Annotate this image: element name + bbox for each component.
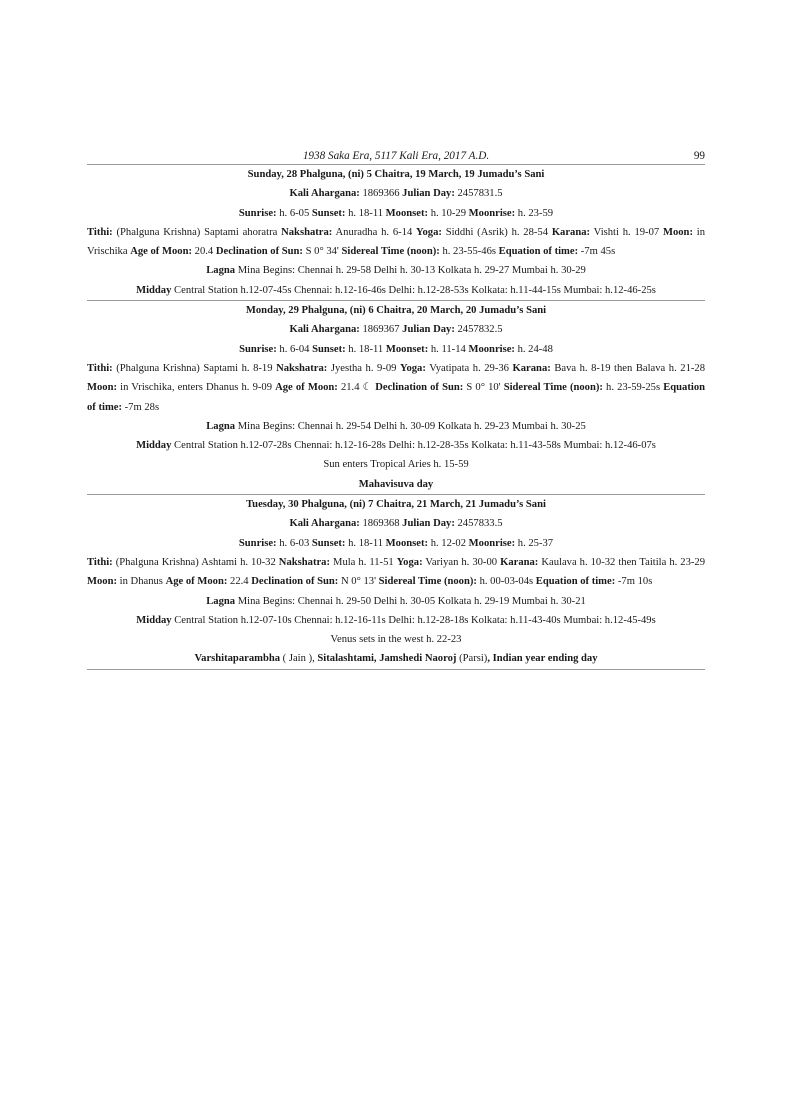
event-note: Sun enters Tropical Aries h. 15-59 xyxy=(323,459,469,471)
midday-line: Midday Central Station h.12-07-10s Chennai: h.12-16-11s Delhi: h.12-28-18s Kolkata: h.11-43-40s Mumbai: h.12-45-49s xyxy=(136,614,656,626)
page-number: 99 xyxy=(693,150,705,162)
almanac-page xyxy=(87,148,705,670)
day-title: Monday, 29 Phalguna, (ni) 6 Chaitra, 20 March, 20 Jumadu’s Sani xyxy=(245,305,547,317)
day-entry-tuesday xyxy=(87,495,705,669)
kali-julian-line: Kali Ahargana: 1869367 Julian Day: 2457832.5 xyxy=(289,324,503,336)
day-divider xyxy=(87,669,705,670)
midday-line: Midday Central Station h.12-07-28s Chennai: h.12-16-28s Delhi: h.12-28-35s Kolkata: h.11-43-58s Mumbai: h.12-46-07s xyxy=(136,440,656,452)
festival-note: Mahavisuva day xyxy=(358,478,434,490)
sun-moon-times: Sunrise: h. 6-05 Sunset: h. 18-11 Moonset: h. 10-29 Moonrise: h. 23-59 xyxy=(238,207,554,219)
lagna-line: Lagna Mina Begins: Chennai h. 29-58 Delhi h. 30-13 Kolkata h. 29-27 Mumbai h. 30-29 xyxy=(206,265,586,277)
event-note: Venus sets in the west h. 22-23 xyxy=(330,634,462,646)
lagna-line: Lagna Mina Begins: Chennai h. 29-50 Delhi h. 30-05 Kolkata h. 29-19 Mumbai h. 30-21 xyxy=(206,595,586,607)
running-title: 1938 Saka Era, 5117 Kali Era, 2017 A.D. xyxy=(302,150,490,162)
midday-line: Midday Central Station h.12-07-45s Chennai: h.12-16-46s Delhi: h.12-28-53s Kolkata: h.11-44-15s Mumbai: h.12-46-25s xyxy=(136,284,656,296)
kali-julian-line: Kali Ahargana: 1869368 Julian Day: 2457833.5 xyxy=(289,518,503,530)
day-title: Sunday, 28 Phalguna, (ni) 5 Chaitra, 19 March, 19 Jumadu’s Sani xyxy=(247,169,545,180)
sun-moon-times: Sunrise: h. 6-03 Sunset: h. 18-11 Moonset: h. 12-02 Moonrise: h. 25-37 xyxy=(238,537,554,549)
day-title: Tuesday, 30 Phalguna, (ni) 7 Chaitra, 21 March, 21 Jumadu’s Sani xyxy=(246,499,546,511)
day-entry-monday xyxy=(87,301,705,494)
panchanga-details: Tithi: (Phalguna Krishna) Saptami ahoratra Nakshatra: Anuradha h. 6-14 Yoga: Siddhi (Asrik) h. 28-54 Karana: Vishti h. 19-07 Moon: in Vrischika Age of Moon: 20.4 Declination of Sun: S 0° 34' Sidereal Time (noon): h. 23-55-46s Equation of time: -7m 45s xyxy=(87,226,706,258)
sun-moon-times: Sunrise: h. 6-04 Sunset: h. 18-11 Moonset: h. 11-14 Moonrise: h. 24-48 xyxy=(239,343,553,355)
panchanga-details: Tithi: (Phalguna Krishna) Ashtami h. 10-32 Nakshatra: Mula h. 11-51 Yoga: Variyan h. 30-00 Karana: Kaulava h. 10-32 then Taitila h. 23-29 Moon: in Dhanus Age of Moon: 22.4 Declination of Sun: N 0° 13' Sidereal Time (noon): h. 00-03-04s Equation of time: -7m 10s xyxy=(87,556,705,588)
festival-note: Varshitaparambha ( Jain ), Sitalashtami, Jamshedi Naoroj (Parsi), Indian year ending day xyxy=(194,653,598,665)
lagna-line: Lagna Mina Begins: Chennai h. 29-54 Delhi h. 30-09 Kolkata h. 29-23 Mumbai h. 30-25 xyxy=(206,420,586,432)
day-entry-sunday xyxy=(87,165,705,300)
panchanga-details: Tithi: (Phalguna Krishna) Saptami h. 8-19 Nakshatra: Jyestha h. 9-09 Yoga: Vyatipata h. 29-36 Karana: Bava h. 8-19 then Balava h. 21-28 Moon: in Vrischika, enters Dhanus h. 9-09 Age of Moon: 21.4 ☾ Declination of Sun: S 0° 10' Sidereal Time (noon): h. 23-59-25s Equation of time: -7m 28s xyxy=(87,362,706,413)
running-header xyxy=(87,148,705,164)
kali-julian-line: Kali Ahargana: 1869366 Julian Day: 2457831.5 xyxy=(289,188,503,200)
